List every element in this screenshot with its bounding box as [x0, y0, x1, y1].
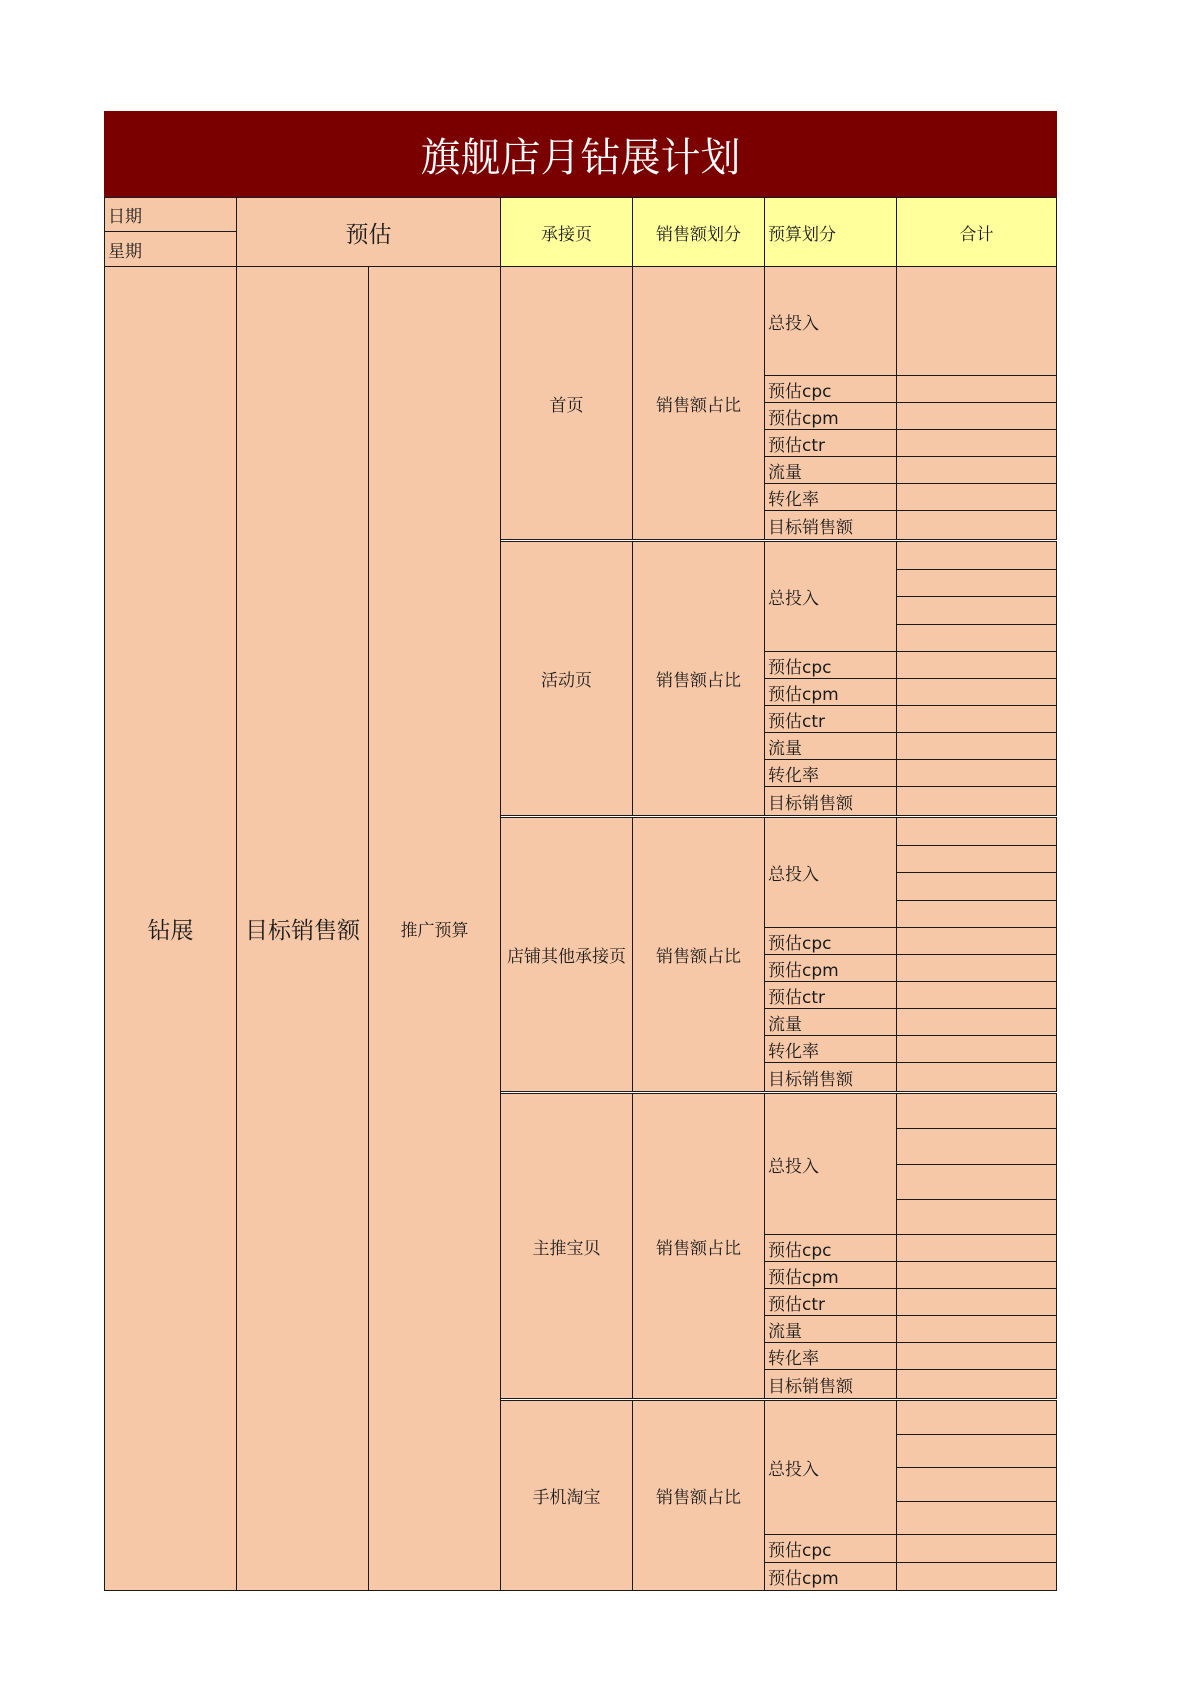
sales-share-cell: 销售额占比: [632, 541, 765, 816]
metric-label-cell: 目标销售额: [764, 786, 897, 816]
landing-page-cell: 主推宝贝: [500, 1093, 633, 1399]
total-value-cell[interactable]: [896, 510, 1057, 540]
weekday-label: 星期: [104, 231, 237, 267]
landing-page-cell: 首页: [500, 266, 633, 540]
metric-label-cell: 转化率: [764, 1342, 897, 1370]
landing-page-cell: 店铺其他承接页: [500, 817, 633, 1092]
sales-share-cell: 销售额占比: [632, 817, 765, 1092]
sales-share-cell: 销售额占比: [632, 1400, 765, 1591]
metric-label-cell: 预估ctr: [764, 429, 897, 457]
total-value-cell[interactable]: [896, 1434, 1057, 1468]
metric-label-cell: 预估cpm: [764, 1261, 897, 1289]
total-value-cell[interactable]: [896, 1128, 1057, 1165]
landing-page-cell: 活动页: [500, 541, 633, 816]
total-value-cell[interactable]: [896, 1562, 1057, 1591]
total-value-cell[interactable]: [896, 817, 1057, 846]
total-value-cell[interactable]: [896, 678, 1057, 706]
metric-label-cell: 预估cpc: [764, 375, 897, 403]
channel-cell: 钻展: [104, 266, 237, 1591]
total-value-cell[interactable]: [896, 1164, 1057, 1200]
metric-label-cell: 预估cpc: [764, 1534, 897, 1563]
total-value-cell[interactable]: [896, 1342, 1057, 1370]
metric-label-cell: 转化率: [764, 759, 897, 787]
metric-total-investment: 总投入: [764, 1093, 897, 1235]
total-value-cell[interactable]: [896, 402, 1057, 430]
estimate-header: 预估: [236, 197, 501, 267]
metric-label-cell: 目标销售额: [764, 510, 897, 540]
metric-label-cell: 预估cpc: [764, 651, 897, 679]
total-value-cell[interactable]: [896, 624, 1057, 652]
sheet-title: 旗舰店月钻展计划: [104, 111, 1057, 198]
total-value-cell[interactable]: [896, 1288, 1057, 1316]
total-header: 合计: [896, 197, 1057, 267]
total-value-cell[interactable]: [896, 1369, 1057, 1399]
metric-label-cell: 预估cpc: [764, 927, 897, 955]
date-label: 日期: [104, 197, 237, 232]
metric-label-cell: 预估ctr: [764, 1288, 897, 1316]
total-value-cell[interactable]: [896, 759, 1057, 787]
metric-label-cell: 预估cpm: [764, 954, 897, 982]
total-value-cell[interactable]: [896, 845, 1057, 873]
metric-label-cell: 流量: [764, 1315, 897, 1343]
total-value-cell[interactable]: [896, 596, 1057, 625]
metric-label-cell: 目标销售额: [764, 1062, 897, 1092]
landing-page-cell: 手机淘宝: [500, 1400, 633, 1591]
sales-split-header: 销售额划分: [632, 197, 765, 267]
total-value-cell[interactable]: [896, 429, 1057, 457]
total-value-cell[interactable]: [896, 651, 1057, 679]
total-value-cell[interactable]: [896, 1400, 1057, 1435]
total-value-cell[interactable]: [896, 981, 1057, 1009]
total-value-cell[interactable]: [896, 483, 1057, 511]
budget-split-header: 预算划分: [764, 197, 897, 267]
metric-label-cell: 预估cpm: [764, 402, 897, 430]
total-value-cell[interactable]: [896, 1467, 1057, 1502]
total-value-cell[interactable]: [896, 1501, 1057, 1535]
metric-label-cell: 转化率: [764, 1035, 897, 1063]
total-value-cell[interactable]: [896, 266, 1057, 376]
total-value-cell[interactable]: [896, 900, 1057, 928]
total-value-cell[interactable]: [896, 1534, 1057, 1563]
budget-cell: 推广预算: [368, 266, 501, 1591]
total-value-cell[interactable]: [896, 541, 1057, 570]
metric-label-cell: 预估cpm: [764, 678, 897, 706]
sales-share-cell: 销售额占比: [632, 1093, 765, 1399]
total-value-cell[interactable]: [896, 732, 1057, 760]
metric-label-cell: 预估cpc: [764, 1234, 897, 1262]
target-sales-cell: 目标销售额: [236, 266, 369, 1591]
total-value-cell[interactable]: [896, 786, 1057, 816]
metric-total-investment: 总投入: [764, 541, 897, 652]
metric-total-investment: 总投入: [764, 1400, 897, 1535]
total-value-cell[interactable]: [896, 1199, 1057, 1235]
metric-total-investment: 总投入: [764, 817, 897, 928]
metric-total-investment: 总投入: [764, 266, 897, 376]
total-value-cell[interactable]: [896, 1008, 1057, 1036]
total-value-cell[interactable]: [896, 1035, 1057, 1063]
total-value-cell[interactable]: [896, 1234, 1057, 1262]
metric-label-cell: 预估ctr: [764, 705, 897, 733]
total-value-cell[interactable]: [896, 705, 1057, 733]
total-value-cell[interactable]: [896, 1093, 1057, 1129]
total-value-cell[interactable]: [896, 1261, 1057, 1289]
total-value-cell[interactable]: [896, 954, 1057, 982]
total-value-cell[interactable]: [896, 927, 1057, 955]
metric-label-cell: 流量: [764, 1008, 897, 1036]
metric-label-cell: 目标销售额: [764, 1369, 897, 1399]
total-value-cell[interactable]: [896, 1315, 1057, 1343]
total-value-cell[interactable]: [896, 456, 1057, 484]
metric-label-cell: 预估ctr: [764, 981, 897, 1009]
landing-page-header: 承接页: [500, 197, 633, 267]
metric-label-cell: 预估cpm: [764, 1562, 897, 1591]
metric-label-cell: 流量: [764, 732, 897, 760]
sales-share-cell: 销售额占比: [632, 266, 765, 540]
total-value-cell[interactable]: [896, 375, 1057, 403]
metric-label-cell: 转化率: [764, 483, 897, 511]
total-value-cell[interactable]: [896, 1062, 1057, 1092]
total-value-cell[interactable]: [896, 872, 1057, 901]
metric-label-cell: 流量: [764, 456, 897, 484]
total-value-cell[interactable]: [896, 569, 1057, 597]
